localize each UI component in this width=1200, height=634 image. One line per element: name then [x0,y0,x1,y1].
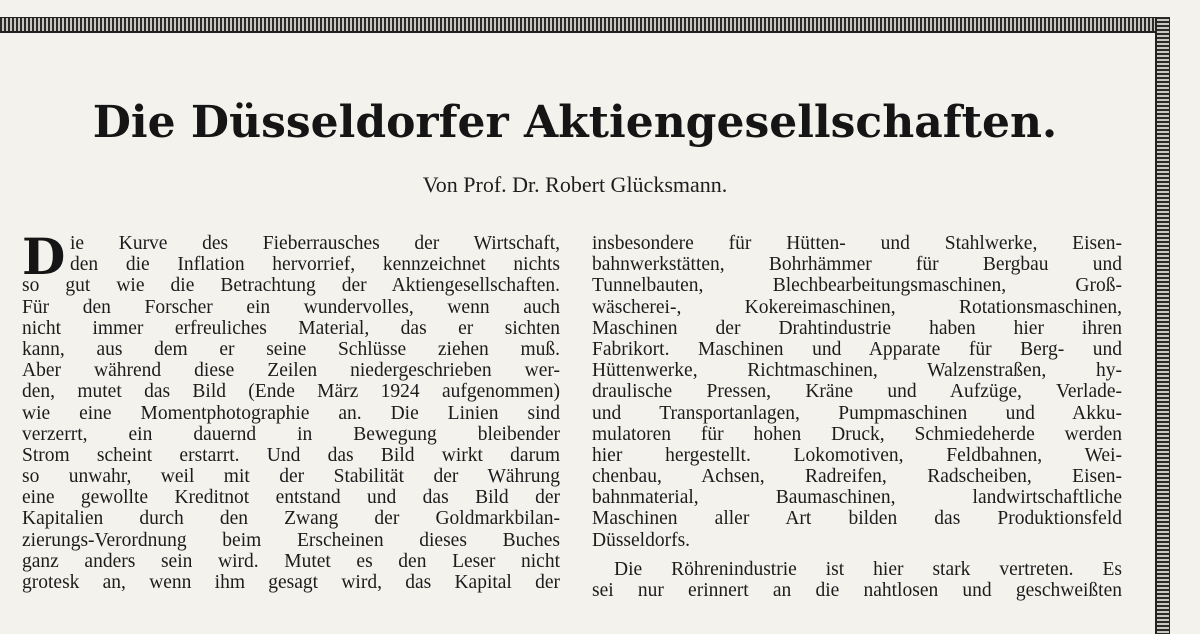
text-line: Für den Forscher ein wundervolles, wenn auch [22,296,560,318]
text-line: Maschinen aller Art bilden das Produktionsfeld [592,508,1122,530]
drop-cap: D [22,227,66,286]
text-line: kann, aus dem er seine Schlüsse ziehen muß. [22,338,560,360]
top-border-rule [0,17,1166,33]
left-column [22,227,560,593]
text-line: nicht immer erfreuliches Material, das er sichten [22,317,560,339]
text-line: so gut wie die Betrachtung der Aktiengesellschaften. [22,275,560,297]
text-line: mulatoren für hohen Druck, Schmiedeherde werden [592,423,1122,445]
text-line: Kapitalien durch den Zwang der Goldmarkbilan- [22,508,560,530]
text-line: den die Inflation hervorrief, kennzeichnet nichts [70,254,560,276]
text-line: eine gewollte Kreditnot entstand und das Bild der [22,487,560,509]
text-line: Maschinen der Drahtindustrie haben hier ihren [592,317,1122,339]
text-line: hier hergestellt. Lokomotiven, Feldbahnen, Wei- [592,444,1122,466]
article-byline: Von Prof. Dr. Robert Glücksmann. [422,172,728,197]
text-line: ganz anders sein wird. Mutet es den Leser nicht [22,550,560,572]
text-line: Tunnelbauten, Blechbearbeitungsmaschinen, Groß- [592,275,1122,297]
text-line: Aber während diese Zeilen niedergeschrieben wer- [22,360,560,382]
text-line: draulische Pressen, Kräne und Aufzüge, Verlade- [592,381,1122,403]
text-line: grotesk an, wenn ihm gesagt wird, das Kapital der [22,572,560,593]
paragraph-gap [592,551,1122,559]
right-border-rule [1155,17,1170,634]
text-line: insbesondere für Hütten- und Stahlwerke, Eisen- [592,233,1122,254]
text-line: bahnwerkstätten, Bohrhämmer für Bergbau und [592,254,1122,276]
text-line: Hüttenwerke, Richtmaschinen, Walzenstraßen, hy- [592,360,1122,382]
text-line: chenbau, Achsen, Radreifen, Radscheiben, Eisen- [592,466,1122,488]
text-line: und Transportanlagen, Pumpmaschinen und Akku- [592,402,1122,424]
right-column [592,233,1122,601]
text-line: wäscherei-, Kokereimaschinen, Rotationsmaschinen, [592,296,1122,318]
text-line: verzerrt, ein dauernd in Bewegung bleibender [22,423,560,445]
text-line: so unwahr, weil mit der Stabilität der Währung [22,466,560,488]
text-line: Die Röhrenindustrie ist hier stark vertreten. Es [614,558,1122,580]
text-line: sei nur erinnert an die nahtlosen und geschweißten [592,580,1122,601]
text-line: den, mutet das Bild (Ende März 1924 aufgenommen) [22,381,560,403]
article-title: Die Düsseldorfer Aktiengesellschaften. [92,97,1058,148]
text-line: wie eine Momentphotographie an. Die Linien sind [22,402,560,424]
text-line: zierungs-Verordnung beim Erscheinen dieses Buches [22,529,560,551]
text-line: Fabrikort. Maschinen und Apparate für Berg- und [592,338,1122,360]
text-line: Strom scheint erstarrt. Und das Bild wirkt darum [22,444,560,466]
text-line: Düsseldorfs. [592,529,691,551]
text-line: bahnmaterial, Baumaschinen, landwirtschaftliche [592,487,1122,509]
text-line: ie Kurve des Fieberrausches der Wirtschaft, [70,233,560,254]
